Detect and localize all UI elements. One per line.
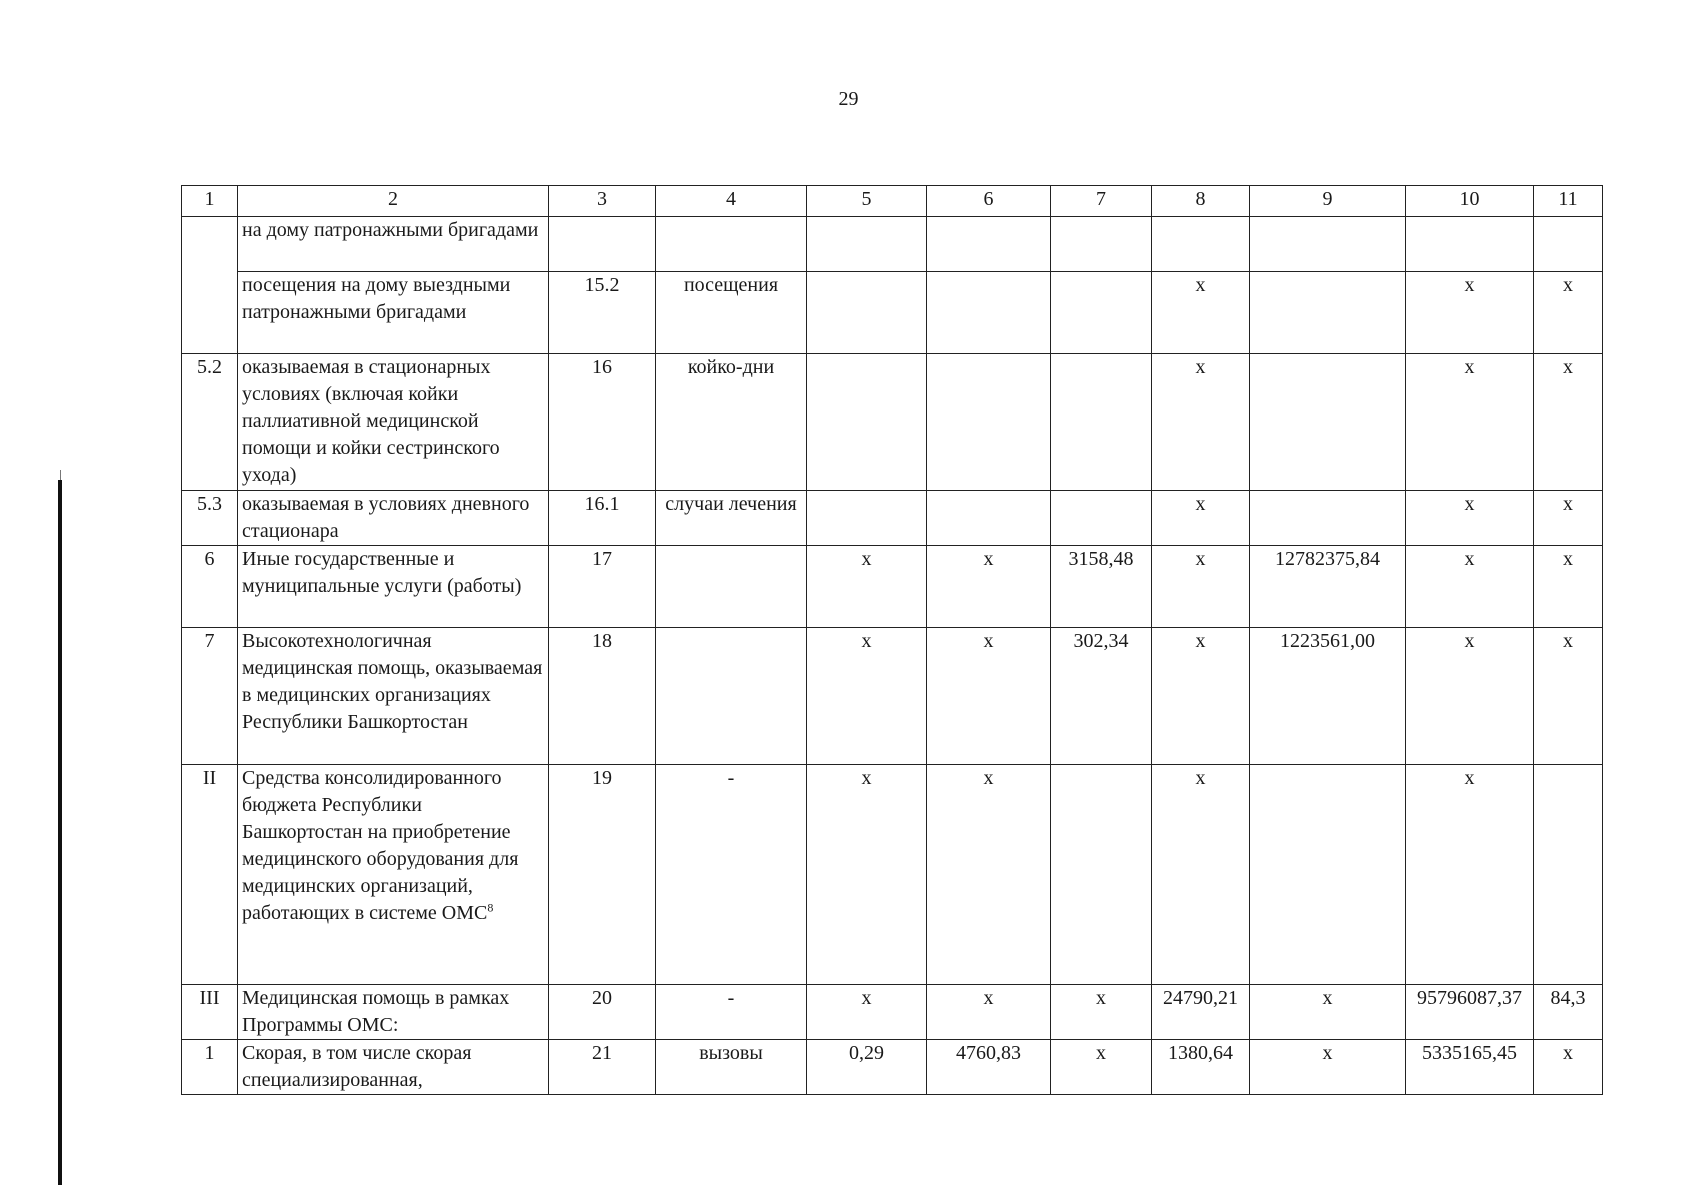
- table-cell: [807, 217, 927, 272]
- table-cell: 6: [182, 546, 238, 628]
- table-cell: [182, 272, 238, 354]
- table-cell: 1223561,00: [1250, 628, 1406, 765]
- footnote-mark: 8: [487, 900, 494, 915]
- table-cell: 12782375,84: [1250, 546, 1406, 628]
- table-cell: посещения на дому выездными патронажными бригадами: [238, 272, 549, 354]
- table-cell: 302,34: [1051, 628, 1152, 765]
- header-cell: 10: [1406, 186, 1534, 217]
- table-cell: [1250, 765, 1406, 985]
- table-cell: [1051, 354, 1152, 491]
- table-cell: 1380,64: [1152, 1040, 1250, 1095]
- table-cell: случаи лечения: [656, 491, 807, 546]
- table-cell: [1406, 217, 1534, 272]
- table-cell: 5.3: [182, 491, 238, 546]
- table-cell: х: [1051, 1040, 1152, 1095]
- table-cell: 20: [549, 985, 656, 1040]
- table-cell: 18: [549, 628, 656, 765]
- table-cell: х: [807, 628, 927, 765]
- table-cell: х: [1534, 354, 1603, 491]
- table-row: [182, 1040, 1603, 1095]
- table-cell: х: [927, 985, 1051, 1040]
- table-cell: х: [927, 546, 1051, 628]
- table-cell: х: [1534, 628, 1603, 765]
- table-row: [182, 628, 1603, 765]
- table-cell: [927, 272, 1051, 354]
- header-cell: 2: [238, 186, 549, 217]
- table-cell: Иные государственные и муниципальные услуги (работы): [238, 546, 549, 628]
- table-cell: 5.2: [182, 354, 238, 491]
- table-cell: х: [1051, 985, 1152, 1040]
- table-header-row: [182, 186, 1603, 217]
- table-cell: [807, 354, 927, 491]
- table-cell: [1250, 217, 1406, 272]
- header-cell: 9: [1250, 186, 1406, 217]
- table-cell: х: [1534, 1040, 1603, 1095]
- table-cell: II: [182, 765, 238, 985]
- table-cell: [1250, 354, 1406, 491]
- table-cell: [1534, 765, 1603, 985]
- table-cell: х: [807, 546, 927, 628]
- table-cell: [807, 491, 927, 546]
- table-cell: 3158,48: [1051, 546, 1152, 628]
- table-cell: [656, 628, 807, 765]
- table-row: [182, 354, 1603, 491]
- table-cell: х: [927, 628, 1051, 765]
- header-cell: 4: [656, 186, 807, 217]
- table-cell: х: [1406, 628, 1534, 765]
- table-cell: посещения: [656, 272, 807, 354]
- table-cell: Скорая, в том числе скорая специализированная,: [238, 1040, 549, 1095]
- table-cell: [549, 217, 656, 272]
- header-cell: 7: [1051, 186, 1152, 217]
- table-cell: х: [1534, 491, 1603, 546]
- table-cell: [807, 272, 927, 354]
- table-cell: х: [1406, 765, 1534, 985]
- table-cell: вызовы: [656, 1040, 807, 1095]
- table-cell: х: [1406, 354, 1534, 491]
- header-cell: 3: [549, 186, 656, 217]
- table-cell: х: [1406, 272, 1534, 354]
- table-cell: х: [1534, 546, 1603, 628]
- table-cell: х: [1250, 1040, 1406, 1095]
- table-row: [182, 491, 1603, 546]
- table-cell: на дому патронажными бригадами: [238, 217, 549, 272]
- table-cell: 16.1: [549, 491, 656, 546]
- table-cell: 17: [549, 546, 656, 628]
- table-cell: -: [656, 985, 807, 1040]
- table-cell: х: [1152, 628, 1250, 765]
- table-cell: х: [807, 985, 927, 1040]
- table-cell: III: [182, 985, 238, 1040]
- table-cell: оказываемая в стационарных условиях (включая койки паллиативной медицинской помощи и койки сестринского ухода): [238, 354, 549, 491]
- table-row: [182, 272, 1603, 354]
- table-cell: 21: [549, 1040, 656, 1095]
- table-cell: [656, 546, 807, 628]
- table-cell: [1051, 491, 1152, 546]
- table-cell: [1250, 491, 1406, 546]
- table-cell: 95796087,37: [1406, 985, 1534, 1040]
- table-cell: х: [1152, 491, 1250, 546]
- table-cell: х: [927, 765, 1051, 985]
- table-cell: оказываемая в условиях дневного стационара: [238, 491, 549, 546]
- header-cell: 8: [1152, 186, 1250, 217]
- data-table: [181, 185, 1603, 1095]
- table-cell: [656, 217, 807, 272]
- table-cell: 19: [549, 765, 656, 985]
- table-cell: 24790,21: [1152, 985, 1250, 1040]
- table-cell: х: [1152, 272, 1250, 354]
- table-cell: [1534, 217, 1603, 272]
- table-cell: [182, 217, 238, 272]
- table-cell: х: [1534, 272, 1603, 354]
- table-row: [182, 217, 1603, 272]
- table-cell: х: [1406, 546, 1534, 628]
- table-cell: 15.2: [549, 272, 656, 354]
- table-cell: х: [1152, 546, 1250, 628]
- table-cell: х: [1406, 491, 1534, 546]
- table-cell: х: [1250, 985, 1406, 1040]
- table-row: [182, 985, 1603, 1040]
- table-cell: [927, 491, 1051, 546]
- table-cell: х: [1152, 354, 1250, 491]
- scan-binding-edge: [58, 480, 62, 1185]
- table-cell: [927, 217, 1051, 272]
- table-cell: 5335165,45: [1406, 1040, 1534, 1095]
- table-row: [182, 765, 1603, 985]
- header-cell: 5: [807, 186, 927, 217]
- table-cell: 7: [182, 628, 238, 765]
- table-cell: 84,3: [1534, 985, 1603, 1040]
- table-cell: Высокотехнологичная медицинская помощь, оказываемая в медицинских организациях Республики Башкортостан: [238, 628, 549, 765]
- table-cell: [1152, 217, 1250, 272]
- header-cell: 6: [927, 186, 1051, 217]
- table-cell: [1250, 272, 1406, 354]
- table-cell: [927, 354, 1051, 491]
- table-cell: 1: [182, 1040, 238, 1095]
- table-cell: х: [1152, 765, 1250, 985]
- table-cell: [1051, 272, 1152, 354]
- table-cell: -: [656, 765, 807, 985]
- header-cell: 11: [1534, 186, 1603, 217]
- table-cell: Медицинская помощь в рамках Программы ОМС:: [238, 985, 549, 1040]
- table-cell: 4760,83: [927, 1040, 1051, 1095]
- table-cell: х: [807, 765, 927, 985]
- header-cell: 1: [182, 186, 238, 217]
- table-cell: [238, 765, 549, 985]
- table-row: [182, 546, 1603, 628]
- table-cell: койко-дни: [656, 354, 807, 491]
- table-cell: 0,29: [807, 1040, 927, 1095]
- table-cell: [1051, 765, 1152, 985]
- table-cell: [1051, 217, 1152, 272]
- table-cell-text: Средства консолидированного бюджета Республики Башкортостан на приобретение медицинского оборудования для медицинских организаций, работающих в системе ОМС: [242, 767, 519, 924]
- table-cell: 16: [549, 354, 656, 491]
- page-number: 29: [838, 88, 859, 110]
